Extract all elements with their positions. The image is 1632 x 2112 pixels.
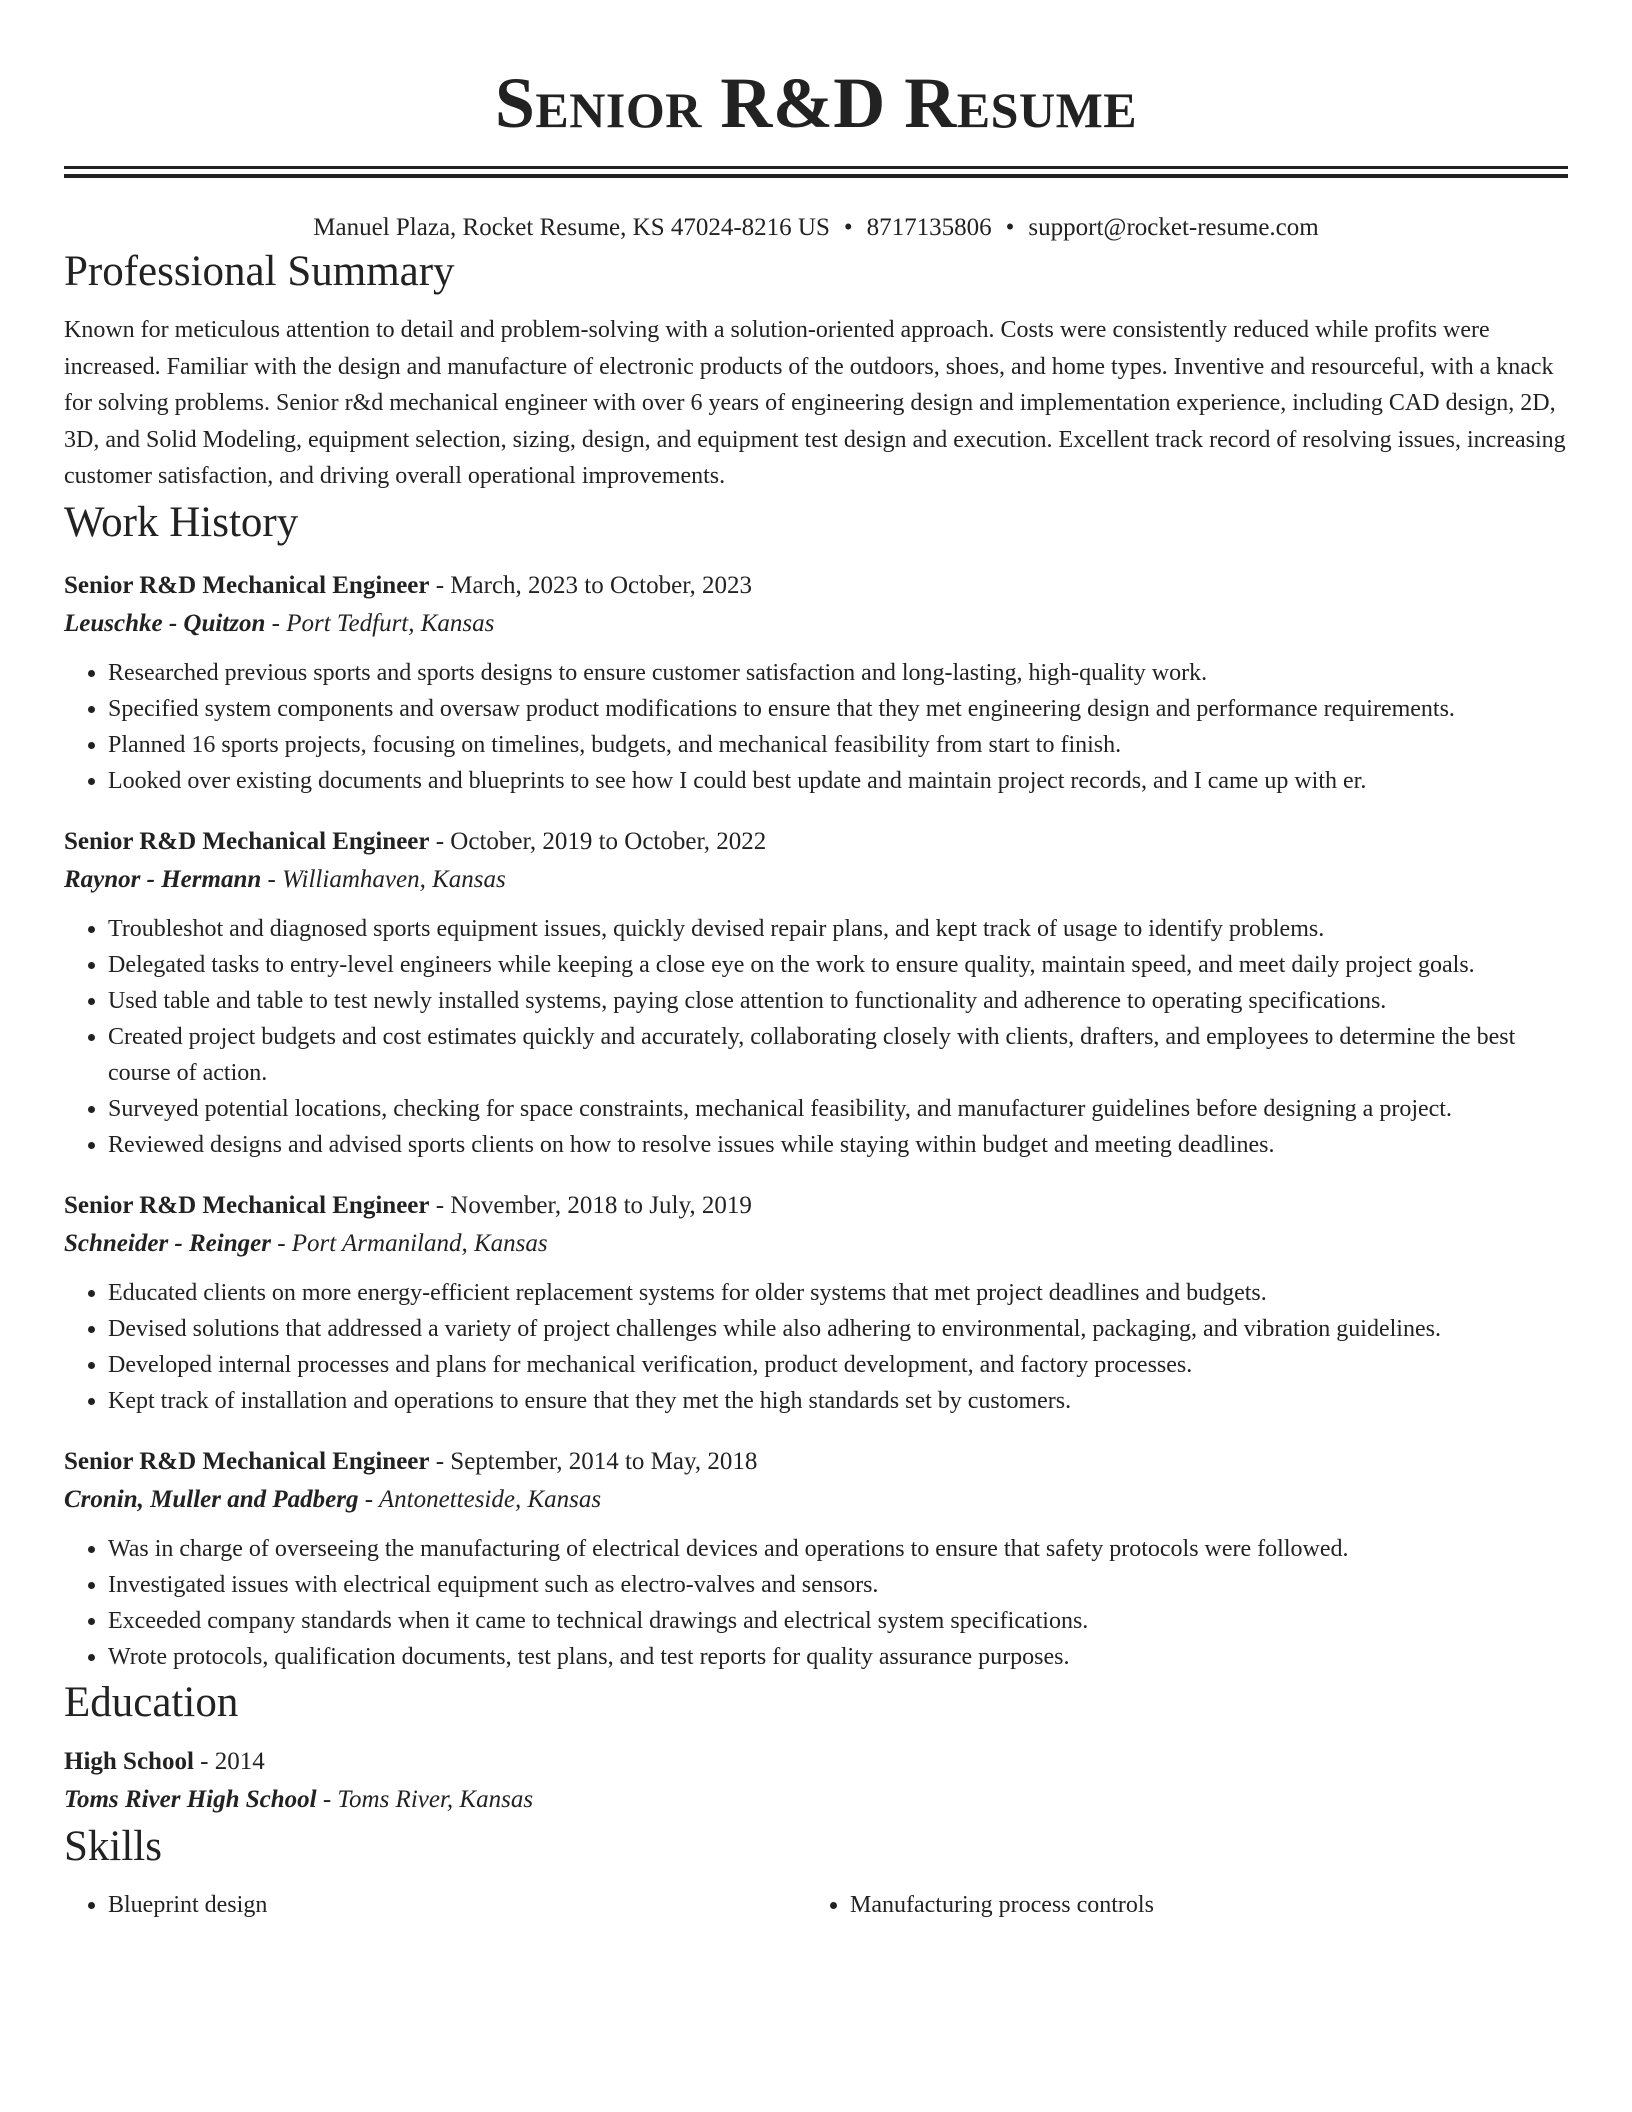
job-location: - Antonetteside, Kansas <box>358 1485 602 1513</box>
job-title-line <box>64 1187 1568 1225</box>
job-entry <box>64 567 1568 799</box>
job-dates: - March, 2023 to October, 2023 <box>429 571 753 599</box>
job-bullets <box>64 911 1568 1163</box>
education-degree-line <box>64 1743 1568 1781</box>
summary-text: Known for meticulous attention to detail and problem-solving with a solution-oriented approach. Costs were consistently reduced while profits were increased. Familiar with the design and manufacture of electronic products of the outdoors, shoes, and home types. Inventive and resourceful, with a knack for solving problems. Senior r&d mechanical engineer with over 6 years of engineering design and implementation experience, including CAD design, 2D, 3D, and Solid Modeling, equipment selection, sizing, design, and equipment test design and execution. Excellent track record of resolving issues, increasing customer satisfaction, and driving overall operational improvements. <box>64 317 1566 489</box>
job-dates: - September, 2014 to May, 2018 <box>429 1447 758 1475</box>
job-entry <box>64 1187 1568 1419</box>
skill-item: • Manufacturing process controls <box>850 1887 1548 1923</box>
job-title: Senior R&D Mechanical Engineer <box>64 1191 430 1219</box>
education-school: Toms River High School <box>64 1785 317 1813</box>
education-degree: High School <box>64 1747 194 1775</box>
list-item: • Troubleshot and diagnosed sports equipment issues, quickly devised repair plans, and kept track of usage to identify problems. <box>108 911 1568 947</box>
list-item: • Devised solutions that addressed a variety of project challenges while also adhering to environmental, packaging, and vibration guidelines. <box>108 1311 1568 1347</box>
work-history-heading: Work History <box>64 498 299 546</box>
skill-item: • Blueprint design <box>108 1887 806 1923</box>
contact-line <box>64 212 1568 244</box>
job-dates: - November, 2018 to July, 2019 <box>429 1191 752 1219</box>
job-title-line <box>64 1443 1568 1481</box>
list-item: • Reviewed designs and advised sports clients on how to resolve issues while staying within budget and meeting deadlines. <box>108 1127 1568 1163</box>
job-title: Senior R&D Mechanical Engineer <box>64 1447 430 1475</box>
job-company-line <box>64 1481 1568 1519</box>
job-title-line <box>64 823 1568 861</box>
education-entry <box>64 1743 1568 1819</box>
job-company: Raynor - Hermann <box>64 865 262 893</box>
list-item: • Wrote protocols, qualification documents, test plans, and test reports for quality assurance purposes. <box>108 1639 1568 1675</box>
job-location: - Port Tedfurt, Kansas <box>265 609 495 637</box>
job-company-line <box>64 861 1568 899</box>
list-item: • Used table and table to test newly installed systems, paying close attention to functionality and adherence to operating specifications. <box>108 983 1568 1019</box>
job-entry <box>64 823 1568 1163</box>
education-year: - 2014 <box>193 1747 265 1775</box>
list-item: • Planned 16 sports projects, focusing on timelines, budgets, and mechanical feasibility from start to finish. <box>108 727 1568 763</box>
list-item: • Investigated issues with electrical equipment such as electro-valves and sensors. <box>108 1567 1568 1603</box>
summary-heading: Professional Summary <box>64 248 455 295</box>
job-bullets <box>64 655 1568 799</box>
list-item: • Specified system components and oversaw product modifications to ensure that they met engineering design and performance requirements. <box>108 691 1568 727</box>
list-item: • Delegated tasks to entry-level engineers while keeping a close eye on the work to ensure quality, maintain speed, and meet daily project goals. <box>108 947 1568 983</box>
list-item: • Developed internal processes and plans for mechanical verification, product development, and factory processes. <box>108 1347 1568 1383</box>
resume-title: Senior R&D Resume <box>494 63 1138 143</box>
skills-heading: Skills <box>64 1822 162 1870</box>
contact-address: Manuel Plaza, Rocket Resume, KS 47024-8216 US <box>313 214 830 241</box>
job-company-line <box>64 605 1568 643</box>
job-title: Senior R&D Mechanical Engineer <box>64 827 430 855</box>
education-heading: Education <box>64 1678 239 1726</box>
list-item: • Educated clients on more energy-efficient replacement systems for older systems that met project deadlines and budgets. <box>108 1275 1568 1311</box>
job-title-line <box>64 567 1568 605</box>
job-entry <box>64 1443 1568 1675</box>
job-location: - Williamhaven, Kansas <box>261 865 506 893</box>
job-company: Cronin, Muller and Padberg <box>64 1485 359 1513</box>
job-bullets <box>64 1531 1568 1675</box>
contact-email: support@rocket-resume.com <box>1028 214 1319 241</box>
title-rule-bottom <box>64 174 1568 178</box>
job-company: Schneider - Reinger <box>64 1229 271 1257</box>
contact-separator: • <box>1005 214 1015 241</box>
job-title: Senior R&D Mechanical Engineer <box>64 571 430 599</box>
list-item: • Looked over existing documents and blueprints to see how I could best update and maintain project records, and I came up with er. <box>108 763 1568 799</box>
list-item: • Created project budgets and cost estimates quickly and accurately, collaborating closely with clients, drafters, and employees to determine the best course of action. <box>108 1019 1568 1091</box>
job-dates: - October, 2019 to October, 2022 <box>429 827 767 855</box>
job-company-line <box>64 1225 1568 1263</box>
list-item: • Surveyed potential locations, checking for space constraints, mechanical feasibility, and manufacturer guidelines before designing a project. <box>108 1091 1568 1127</box>
skills-list <box>64 1887 1568 1923</box>
list-item: • Researched previous sports and sports designs to ensure customer satisfaction and long-lasting, high-quality work. <box>108 655 1568 691</box>
education-location: - Toms River, Kansas <box>316 1785 534 1813</box>
contact-separator: • <box>843 214 853 241</box>
list-item: • Was in charge of overseeing the manufacturing of electrical devices and operations to ensure that safety protocols were followed. <box>108 1531 1568 1567</box>
education-school-line <box>64 1781 1568 1819</box>
skills-column-right <box>806 1887 1548 1923</box>
job-bullets <box>64 1275 1568 1419</box>
title-rule-top <box>64 166 1568 169</box>
contact-phone: 8717135806 <box>866 214 992 241</box>
job-location: - Port Armaniland, Kansas <box>270 1229 548 1257</box>
skills-column-left <box>64 1887 806 1923</box>
list-item: • Kept track of installation and operations to ensure that they met the high standards set by customers. <box>108 1383 1568 1419</box>
job-company: Leuschke - Quitzon <box>64 609 266 637</box>
list-item: • Exceeded company standards when it came to technical drawings and electrical system specifications. <box>108 1603 1568 1639</box>
